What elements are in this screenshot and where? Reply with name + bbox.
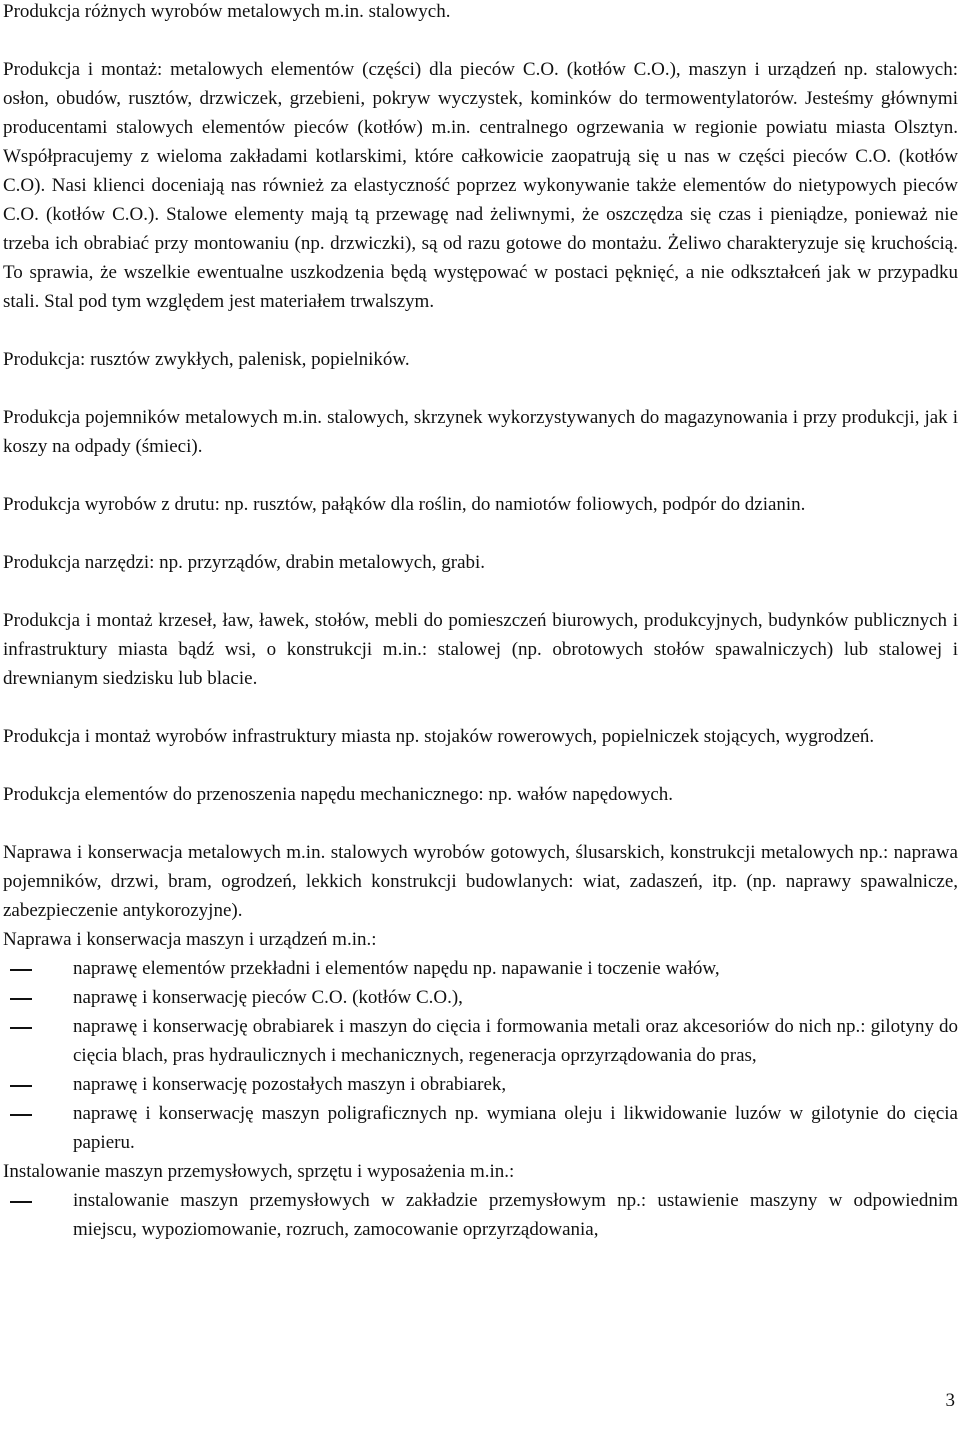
paragraph-wire-products: Produkcja wyrobów z drutu: np. rusztów, pałąków dla roślin, do namiotów foliowych, podpór do dzianin. [3,494,806,515]
dash-bullet-icon [10,1027,32,1029]
dash-bullet-icon [10,969,32,971]
paragraph-city-infrastructure: Produkcja i montaż wyrobów infrastruktury miasta np. stojaków rowerowych, popielniczek stojących, wygrodzeń. [3,726,875,747]
paragraph-stove-parts: Produkcja i montaż: metalowych elementów (części) dla pieców C.O. (kotłów C.O.), maszyn i urządzeń np. stalowych: osłon, obudów, rusztów, drzwiczek, grzebieni, pokryw wyczystek, kominków do termowentylatorów. Jesteśmy głównymi producentami stalowych elementów pieców (kotłów) m.in. centralnego ogrzewania w regionie powiatu miasta Olsztyn. Współpracujemy z wieloma zakładami kotlarskimi, które całkowicie zaopatrują się u nas w części pieców C.O. (kotłów C.O). Nasi klienci doceniają nas również za elastyczność poprzez wykonywanie także elementów do nietypowych pieców C.O. (kotłów C.O.). Stalowe elementy mają tą przewagę nad żeliwnymi, że oszczędza się czas i pieniądze, ponieważ nie trzeba ich obrabiać przy montowaniu (np. drzwiczki), są od razu gotowe do montażu. Żeliwo charakteryzuje się kruchością. To sprawia, że wszelkie ewentualne uszkodzenia będą występować w postaci pęknięć, a nie odkształceń jak w przypadku stali. Stal pod tym względem jest materiałem trwalszym. [3,59,958,312]
list-item: naprawę i konserwację pieców C.O. (kotłów C.O.), [3,983,958,1012]
list-item: naprawę i konserwację maszyn poligraficznych np. wymiana oleju i likwidowanie luzów w gilotynie do cięcia papieru. [3,1099,958,1157]
dash-bullet-icon [10,998,32,1000]
paragraph-furniture: Produkcja i montaż krzeseł, ław, ławek, stołów, mebli do pomieszczeń biurowych, produkcyjnych, budynków publicznych i infrastruktury miasta bądź wsi, o konstrukcji m.in.: stalowej (np. obrotowych stołów spawalniczych) lub stalowej i drewnianym siedzisku lub blacie. [3,610,958,689]
installation-lead: Instalowanie maszyn przemysłowych, sprzętu i wyposażenia m.in.: [3,1161,515,1182]
paragraph-grates: Produkcja: rusztów zwykłych, palenisk, popielników. [3,349,410,370]
dash-bullet-icon [10,1114,32,1116]
list-item: naprawę i konserwację pozostałych maszyn i obrabiarek, [3,1070,958,1099]
paragraph-metal-repairs: Naprawa i konserwacja metalowych m.in. stalowych wyrobów gotowych, ślusarskich, konstrukcji metalowych np.: naprawa pojemników, drzwi, bram, ogrodzeń, lekkich konstrukcji budowlanych: wiat, zadaszeń, itp. (np. naprawy spawalnicze, zabezpieczenie antykorozyjne). [3,842,958,921]
list-item: instalowanie maszyn przemysłowych w zakładzie przemysłowym np.: ustawienie maszyny w odpowiednim miejscu, wypoziomowanie, rozruch, zamocowanie oprzyrządowania, [3,1186,958,1244]
repairs-list [3,954,958,1157]
installation-list [3,1186,958,1244]
dash-bullet-icon [10,1201,32,1203]
page-number: 3 [945,1390,955,1411]
repairs-lead: Naprawa i konserwacja maszyn i urządzeń m.in.: [3,929,377,950]
dash-bullet-icon [10,1085,32,1087]
paragraph-drive-elements: Produkcja elementów do przenoszenia napędu mechanicznego: np. wałów napędowych. [3,784,674,805]
list-item: naprawę i konserwację obrabiarek i maszyn do cięcia i formowania metali oraz akcesoriów do nich np.: gilotyny do cięcia blach, pras hydraulicznych i mechanicznych, regeneracja oprzyrządowania do pras, [3,1012,958,1070]
list-item: naprawę elementów przekładni i elementów napędu np. napawanie i toczenie wałów, [3,954,958,983]
paragraph-tools: Produkcja narzędzi: np. przyrządów, drabin metalowych, grabi. [3,552,486,573]
paragraph-intro: Produkcja różnych wyrobów metalowych m.in. stalowych. [3,1,451,22]
paragraph-containers: Produkcja pojemników metalowych m.in. stalowych, skrzynek wykorzystywanych do magazynowania i przy produkcji, jak i koszy na odpady (śmieci). [3,407,958,457]
